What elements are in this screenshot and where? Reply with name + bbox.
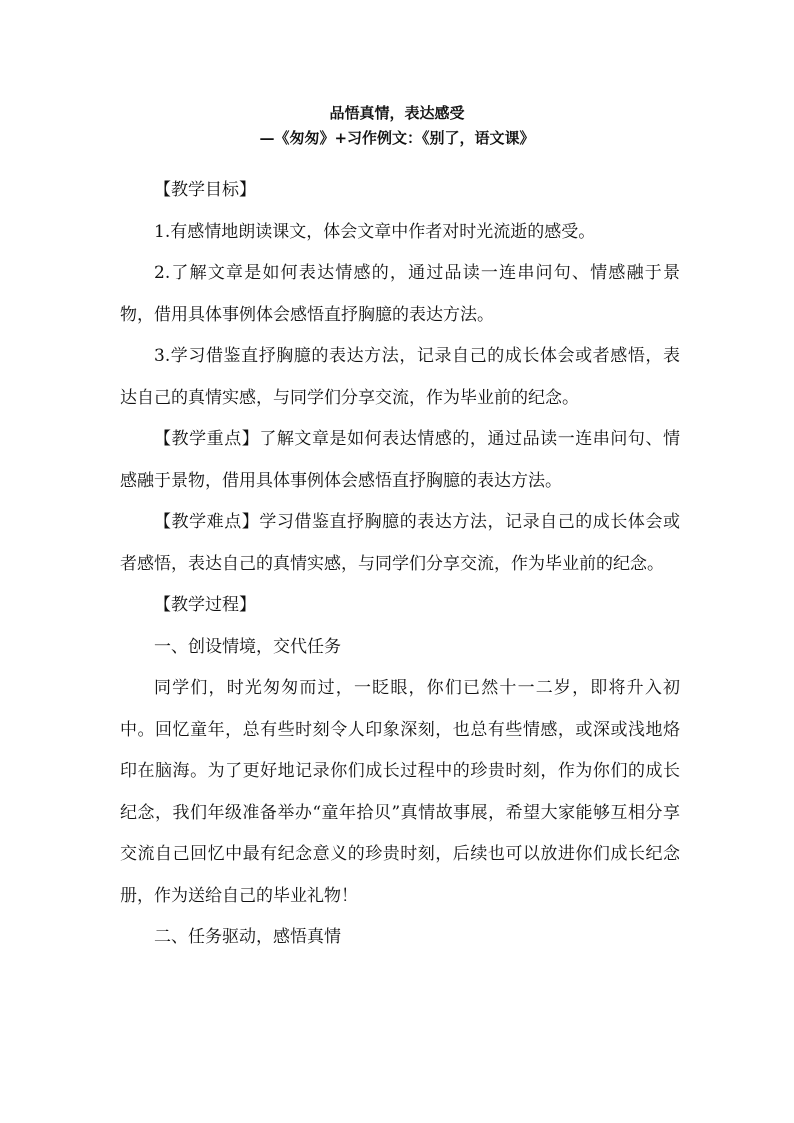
- process-heading: 【教学过程】: [154, 595, 256, 615]
- objective-3: 3.学习借鉴直抒胸臆的表达方法，记录自己的成长体会或者感悟，表达自己的真情实感，与同学们分享交流，作为毕业前的纪念。: [120, 346, 680, 408]
- keypoint-text: 了解文章是如何表达情感的，通过品读一连串问句、情感融于景物，借用具体事例体会感悟直抒胸臆的表达方法。: [120, 429, 681, 491]
- step-2-heading: 二、任务驱动，感悟真情: [154, 927, 341, 947]
- difficulty-text: 学习借鉴直抒胸臆的表达方法，记录自己的成长体会或者感悟，表达自己的真情实感，与同学们分享交流，作为毕业前的纪念。: [120, 512, 681, 574]
- difficulty-paragraph: [120, 502, 680, 585]
- step-1-heading: 一、创设情境，交代任务: [154, 636, 341, 657]
- objective-1: 1.有感情地朗读课文，体会文章中作者对时光流逝的感受。: [154, 221, 596, 242]
- keypoint-paragraph: [120, 419, 680, 502]
- step-1-text: 同学们，时光匆匆而过，一眨眼，你们已然十一二岁，即将升入初中。回忆童年，总有些时刻令人印象深刻，也总有些情感，或深或浅地烙印在脑海。为了更好地记录你们成长过程中的珍贵时刻，作为你们的成长纪念，我们年级准备举办“童年拾贝”真情故事展，希望大家能够互相分享交流自己回忆中最有纪念意义的珍贵时刻，后续也可以放进你们成长纪念册，作为送给自己的毕业礼物！: [120, 678, 680, 906]
- document-body: [120, 170, 680, 959]
- document-subtitle: —《匆匆》+习作例文：《别了，语文课》: [259, 129, 535, 147]
- keypoint-heading: 【教学重点】: [154, 429, 260, 449]
- difficulty-heading: 【教学难点】: [154, 512, 260, 532]
- objectives-heading: 【教学目标】: [154, 180, 256, 200]
- document-title: 品悟真情，表达感受: [329, 104, 465, 122]
- objective-2: 2.了解文章是如何表达情感的，通过品读一连串问句、情感融于景物，借用具体事例体会感悟直抒胸臆的表达方法。: [120, 263, 680, 325]
